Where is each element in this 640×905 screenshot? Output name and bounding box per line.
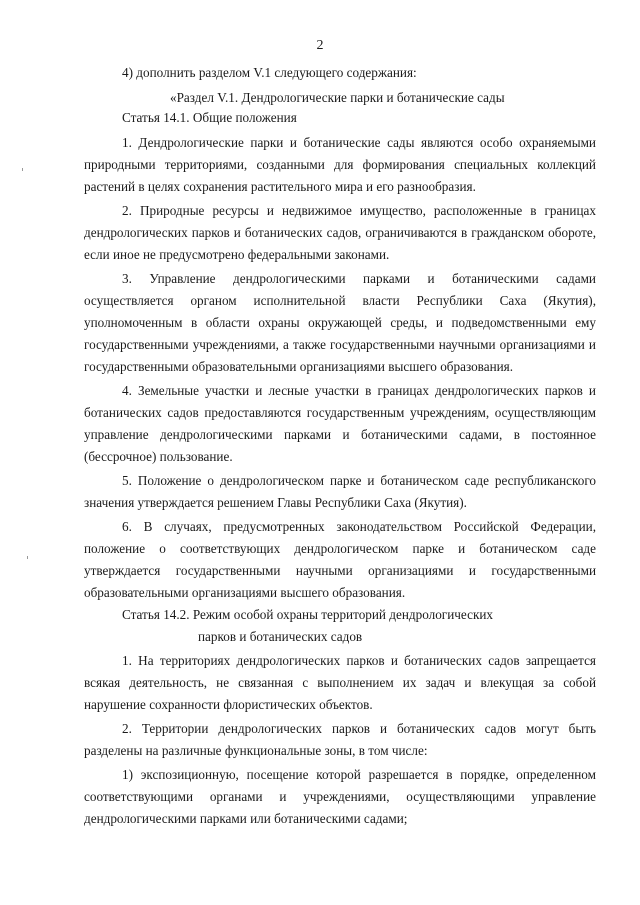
article-14-1-title: Статья 14.1. Общие положения [122, 110, 297, 125]
q3-line-2: соответствующими органами и учреждениями, осуществляющими управление [84, 789, 596, 804]
article-14-2-title-line-2: парков и ботанических садов [198, 629, 363, 644]
p6-line-3: утверждается государственными научными организациями и государственными [84, 563, 596, 578]
p4-line-3: управление дендрологическими парками и ботаническими садами, в постоянное [84, 427, 596, 442]
q2-line-1: 2. Территории дендрологических парков и ботанических садов могут быть [122, 721, 596, 736]
p1-line-3: растений в целях сохранения растительного мира и его разнообразия. [84, 179, 476, 194]
p4-line-2: ботанических садов предоставляются государственным учреждениям, осуществляющим [84, 405, 596, 420]
p6-line-4: образовательными организациями высшего образования. [84, 585, 406, 600]
scan-speck [27, 556, 28, 559]
p2-line-3: если иное не предусмотрено федеральными законами. [84, 247, 390, 262]
page-number: 2 [316, 38, 324, 53]
scan-speck [22, 168, 23, 171]
q3-line-1: 1) экспозиционную, посещение которой разрешается в порядке, определенном [122, 767, 596, 782]
q1-line-3: нарушение сохранности флористических объектов. [84, 697, 373, 712]
q1-line-1: 1. На территориях дендрологических парков и ботанических садов запрещается [122, 653, 596, 668]
p1-line-2: природными территориями, созданными для формирования специальных коллекций [84, 157, 596, 172]
p2-line-1: 2. Природные ресурсы и недвижимое имущество, расположенные в границах [122, 203, 596, 218]
p2-line-2: дендрологических парков и ботанических садов, ограничиваются в гражданском обороте, [84, 225, 596, 240]
p6-line-2: положение о соответствующих дендрологическом парке и ботаническом саде [84, 541, 596, 556]
q3-line-3: дендрологическими парками или ботаническими садами; [84, 811, 408, 826]
q1-line-2: всякая деятельность, не связанная с выполнением их задач и влекущая за собой [84, 675, 596, 690]
p3-line-5: государственными образовательными организациями высшего образования. [84, 359, 514, 374]
amendment-intro: 4) дополнить разделом V.1 следующего содержания: [122, 65, 417, 80]
section-title: «Раздел V.1. Дендрологические парки и ботанические сады [170, 90, 505, 105]
p4-line-4: (бессрочное) пользование. [84, 449, 233, 464]
p5-line-2: значения утверждается решением Главы Республики Саха (Якутия). [84, 495, 467, 510]
p6-line-1: 6. В случаях, предусмотренных законодательством Российской Федерации, [122, 519, 596, 534]
p5-line-1: 5. Положение о дендрологическом парке и ботаническом саде республиканского [122, 473, 596, 488]
p4-line-1: 4. Земельные участки и лесные участки в границах дендрологических парков и [122, 383, 596, 398]
p1-line-1: 1. Дендрологические парки и ботанические сады являются особо охраняемыми [122, 135, 596, 150]
q2-line-2: разделены на различные функциональные зоны, в том числе: [84, 743, 428, 758]
p3-line-3: уполномоченным в области охраны окружающей среды, и подведомственными ему [84, 315, 596, 330]
p3-line-4: государственными учреждениями, а также государственными научными организациями и [84, 337, 596, 352]
p3-line-2: осуществляется органом исполнительной власти Республики Саха (Якутия), [84, 293, 596, 308]
p3-line-1: 3. Управление дендрологическими парками и ботаническими садами [122, 271, 596, 286]
article-14-2-title-line-1: Статья 14.2. Режим особой охраны территорий дендрологических [122, 607, 494, 622]
